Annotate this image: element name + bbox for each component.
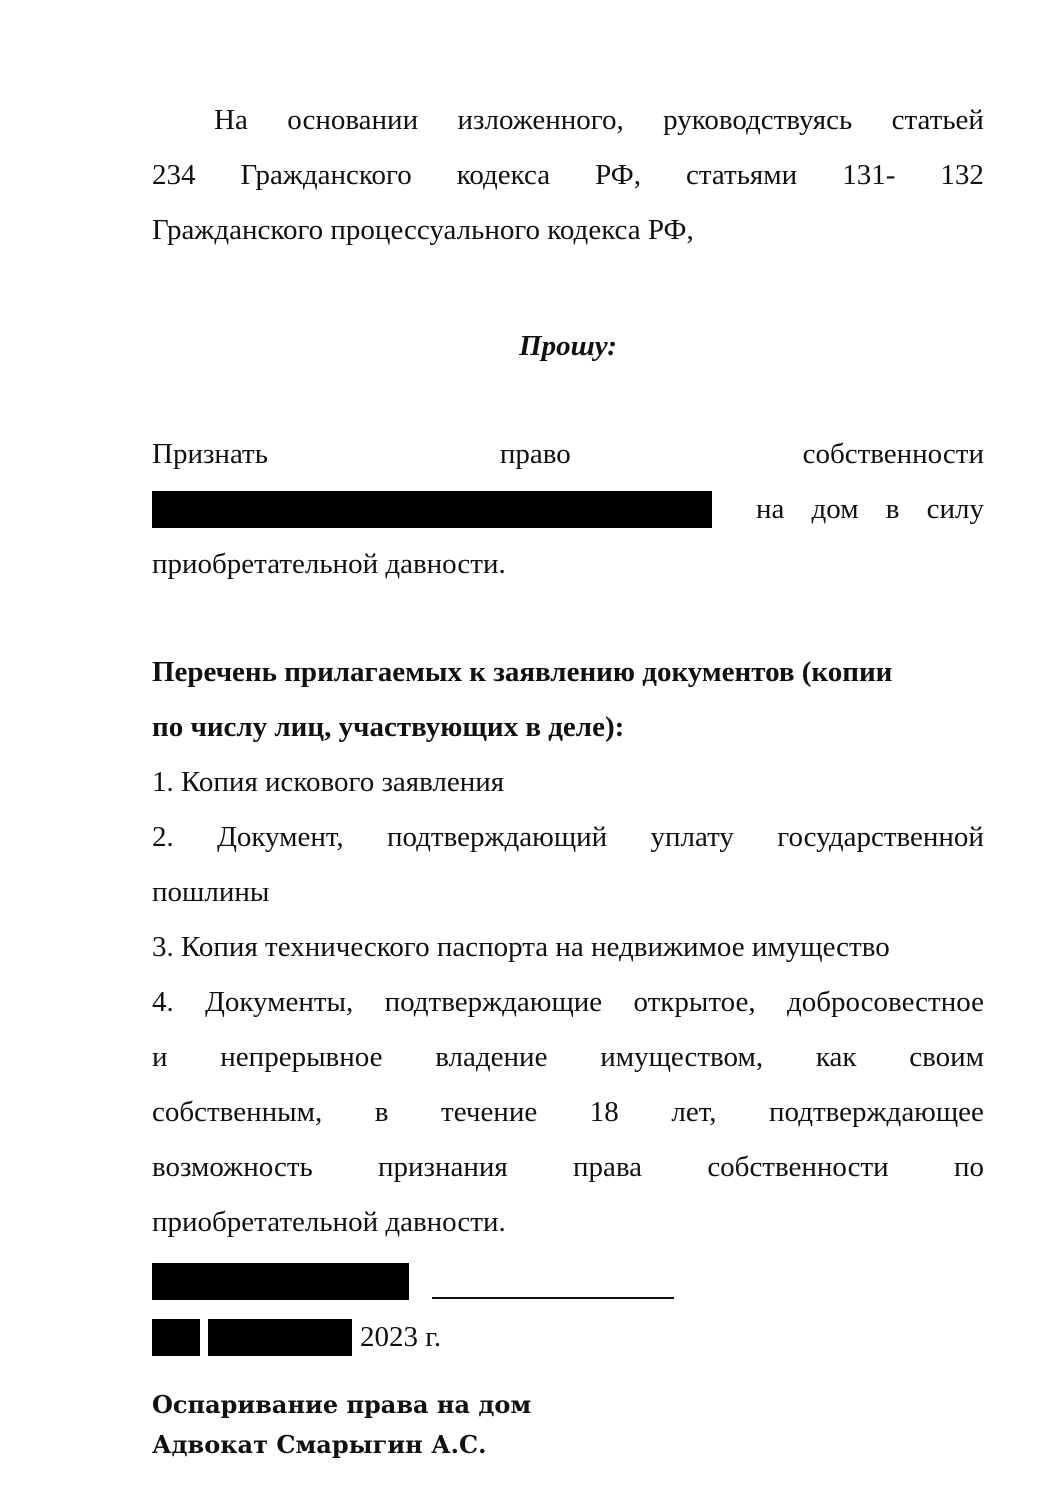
attachment-item-1: 1. Копия искового заявления <box>152 766 505 798</box>
attachment-item-4-line-1 <box>152 975 984 1030</box>
intro-word: РФ, <box>595 159 641 191</box>
request-line-3: приобретательной давности. <box>152 548 506 580</box>
item-word: собственности <box>707 1151 889 1183</box>
intro-word: кодекса <box>456 159 551 191</box>
intro-word: 132 <box>940 159 984 191</box>
intro-line-1 <box>152 93 984 148</box>
item-word: течение <box>441 1096 538 1128</box>
request-word: в <box>885 493 900 525</box>
item-word: подтверждающие <box>384 986 603 1018</box>
intro-word: На <box>214 104 248 136</box>
item-word: государственной <box>777 821 984 853</box>
item-word: по <box>953 1151 984 1183</box>
request-word: право <box>499 438 571 470</box>
request-word: Признать <box>152 438 268 470</box>
attachment-item-4-line-3 <box>152 1085 984 1140</box>
intro-word: 131- <box>842 159 896 191</box>
item-word: собственным, <box>152 1096 323 1128</box>
item-word: уплату <box>650 821 734 853</box>
item-word: подтверждающее <box>769 1096 984 1128</box>
item-word: добросовестное <box>786 986 984 1018</box>
intro-word: руководствуясь <box>663 104 853 136</box>
signature-line <box>432 1297 674 1299</box>
redacted-month-block <box>208 1319 352 1356</box>
attachment-item-4-line-4 <box>152 1140 984 1195</box>
request-heading: Прошу: <box>519 330 617 362</box>
item-word: лет, <box>671 1096 717 1128</box>
request-line-2 <box>152 482 984 537</box>
attachment-item-2-line-2: пошлины <box>152 876 270 908</box>
request-line-2-text <box>756 482 984 537</box>
item-word: Документ, <box>217 821 344 853</box>
item-word: открытое, <box>633 986 756 1018</box>
footer-author: Адвокат Смарыгин А.С. <box>152 1430 487 1459</box>
request-word: дом <box>811 493 859 525</box>
item-word: 18 <box>589 1096 619 1128</box>
item-word: своим <box>909 1041 984 1073</box>
request-line-1 <box>152 427 984 482</box>
intro-line-2 <box>152 148 984 203</box>
item-word: непрерывное <box>220 1041 383 1073</box>
item-word: как <box>815 1041 857 1073</box>
intro-text-1 <box>214 93 984 148</box>
date-year: 2023 г. <box>360 1321 442 1353</box>
item-word: 2. <box>152 821 174 853</box>
footer-title: Оспаривание права на дом <box>152 1390 532 1419</box>
attachment-item-2-line-1 <box>152 810 984 865</box>
attachments-heading-1: Перечень прилагаемых к заявлению документов (копии <box>152 656 893 688</box>
intro-line-3: Гражданского процессуального кодекса РФ, <box>152 214 694 246</box>
request-word: силу <box>926 493 984 525</box>
intro-word: Гражданского <box>240 159 412 191</box>
footer <box>152 1385 531 1465</box>
item-word: в <box>374 1096 389 1128</box>
intro-word: основании <box>287 104 419 136</box>
intro-word: статьей <box>891 104 984 136</box>
item-word: признания <box>377 1151 508 1183</box>
item-word: владение <box>435 1041 548 1073</box>
signature-row <box>152 1262 712 1302</box>
item-word: подтверждающий <box>386 821 608 853</box>
item-word: возможность <box>152 1151 313 1183</box>
redacted-signer-block <box>152 1263 409 1300</box>
request-word: на <box>756 493 785 525</box>
attachment-item-3: 3. Копия технического паспорта на недвижимое имущество <box>152 931 890 963</box>
item-word: имуществом, <box>600 1041 764 1073</box>
document-body <box>152 93 984 1250</box>
item-word: и <box>152 1041 168 1073</box>
attachment-item-4-line-2 <box>152 1030 984 1085</box>
item-word: Документы, <box>205 986 354 1018</box>
intro-word: статьями <box>686 159 798 191</box>
intro-word: 234 <box>152 159 196 191</box>
attachments-heading-2: по числу лиц, участвующих в деле): <box>152 711 625 743</box>
date-row <box>152 1318 552 1358</box>
item-word: права <box>572 1151 643 1183</box>
redacted-day-block <box>152 1319 200 1356</box>
intro-word: изложенного, <box>457 104 624 136</box>
attachment-item-4-line-5: приобретательной давности. <box>152 1206 506 1238</box>
redacted-name-block <box>152 491 712 528</box>
item-word: 4. <box>152 986 174 1018</box>
request-word: собственности <box>802 438 984 470</box>
